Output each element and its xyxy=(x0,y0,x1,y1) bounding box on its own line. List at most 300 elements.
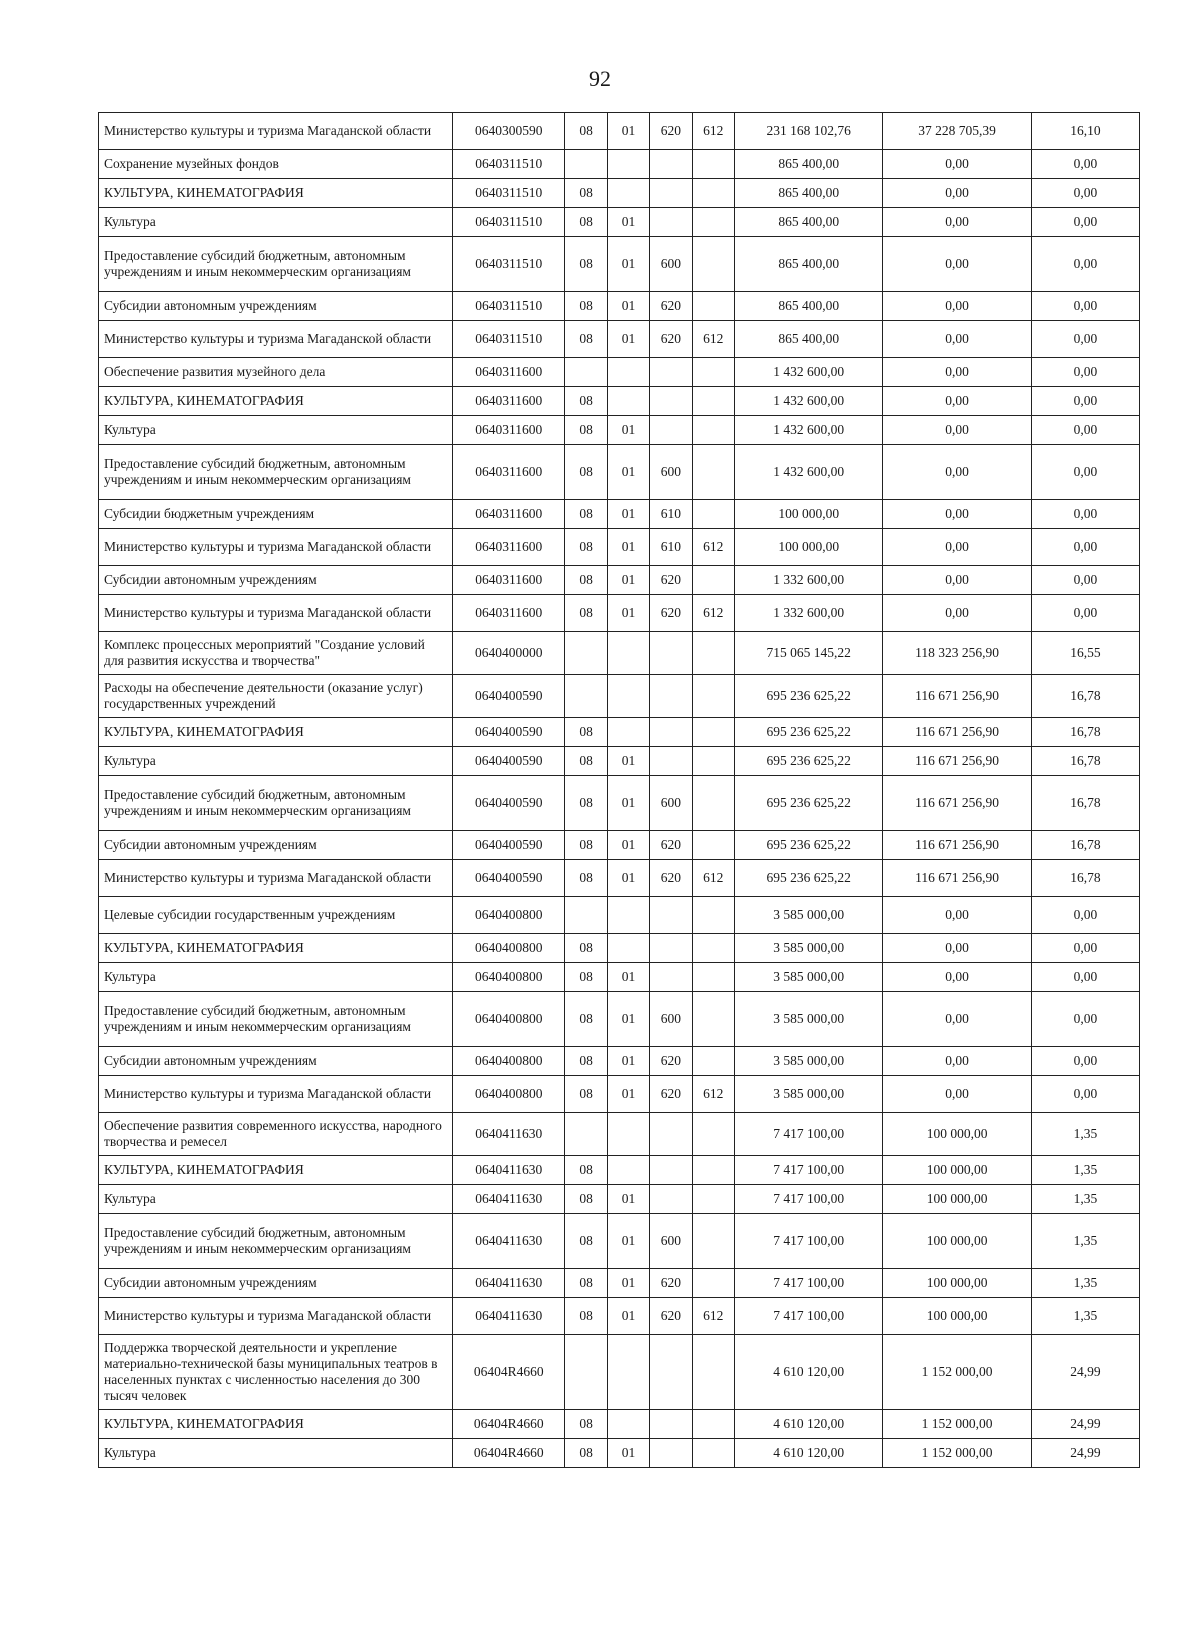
row-percent-cell: 16,78 xyxy=(1031,675,1139,718)
row-subsection-cell: 01 xyxy=(607,1214,649,1269)
row-plan-cell: 4 610 120,00 xyxy=(734,1410,882,1439)
row-code-cell: 0640400590 xyxy=(453,831,565,860)
row-expense-type-cell: 600 xyxy=(650,776,692,831)
row-fact-cell: 100 000,00 xyxy=(883,1185,1031,1214)
row-plan-cell: 3 585 000,00 xyxy=(734,992,882,1047)
row-fact-cell: 0,00 xyxy=(883,387,1031,416)
row-section-cell: 08 xyxy=(565,500,607,529)
row-subsection-cell: 01 xyxy=(607,1298,649,1335)
row-section-cell: 08 xyxy=(565,179,607,208)
row-code-cell: 0640311510 xyxy=(453,237,565,292)
row-subsection-cell: 01 xyxy=(607,113,649,150)
row-fact-cell: 0,00 xyxy=(883,529,1031,566)
table-row xyxy=(99,1439,1140,1468)
row-group-cell xyxy=(692,292,734,321)
row-code-cell: 0640400800 xyxy=(453,1047,565,1076)
row-plan-cell: 1 432 600,00 xyxy=(734,387,882,416)
row-code-cell: 0640311600 xyxy=(453,445,565,500)
row-fact-cell: 0,00 xyxy=(883,566,1031,595)
row-section-cell: 08 xyxy=(565,595,607,632)
row-name-cell: Поддержка творческой деятельности и укрепление материально-технической базы муниципальных театров в населенных пунктах с численностью населения до 300 тысяч человек xyxy=(99,1335,453,1410)
table-row xyxy=(99,1076,1140,1113)
row-code-cell: 0640400800 xyxy=(453,934,565,963)
row-plan-cell: 3 585 000,00 xyxy=(734,963,882,992)
row-code-cell: 0640411630 xyxy=(453,1113,565,1156)
row-plan-cell: 865 400,00 xyxy=(734,321,882,358)
row-percent-cell: 24,99 xyxy=(1031,1439,1139,1468)
table-row xyxy=(99,776,1140,831)
row-plan-cell: 7 417 100,00 xyxy=(734,1185,882,1214)
row-expense-type-cell xyxy=(650,963,692,992)
row-plan-cell: 4 610 120,00 xyxy=(734,1439,882,1468)
row-name-cell: Культура xyxy=(99,1439,453,1468)
row-section-cell: 08 xyxy=(565,718,607,747)
row-fact-cell: 116 671 256,90 xyxy=(883,860,1031,897)
table-row xyxy=(99,179,1140,208)
row-plan-cell: 715 065 145,22 xyxy=(734,632,882,675)
row-plan-cell: 7 417 100,00 xyxy=(734,1113,882,1156)
row-group-cell xyxy=(692,1113,734,1156)
row-name-cell: Культура xyxy=(99,747,453,776)
row-fact-cell: 0,00 xyxy=(883,150,1031,179)
row-subsection-cell: 01 xyxy=(607,1269,649,1298)
row-code-cell: 0640400590 xyxy=(453,747,565,776)
row-code-cell: 0640411630 xyxy=(453,1214,565,1269)
row-name-cell: Целевые субсидии государственным учреждениям xyxy=(99,897,453,934)
row-percent-cell: 1,35 xyxy=(1031,1269,1139,1298)
row-percent-cell: 16,78 xyxy=(1031,718,1139,747)
row-group-cell: 612 xyxy=(692,321,734,358)
row-plan-cell: 7 417 100,00 xyxy=(734,1156,882,1185)
row-group-cell xyxy=(692,237,734,292)
row-plan-cell: 7 417 100,00 xyxy=(734,1298,882,1335)
row-name-cell: Субсидии автономным учреждениям xyxy=(99,292,453,321)
row-plan-cell: 865 400,00 xyxy=(734,150,882,179)
row-plan-cell: 865 400,00 xyxy=(734,208,882,237)
row-code-cell: 06404R4660 xyxy=(453,1335,565,1410)
row-subsection-cell xyxy=(607,934,649,963)
row-percent-cell: 16,55 xyxy=(1031,632,1139,675)
table-row xyxy=(99,529,1140,566)
budget-table xyxy=(98,112,1140,1468)
row-expense-type-cell xyxy=(650,387,692,416)
table-row xyxy=(99,1214,1140,1269)
table-row xyxy=(99,934,1140,963)
row-name-cell: Министерство культуры и туризма Магаданской области xyxy=(99,595,453,632)
row-group-cell xyxy=(692,718,734,747)
row-percent-cell: 0,00 xyxy=(1031,445,1139,500)
row-expense-type-cell: 610 xyxy=(650,500,692,529)
row-section-cell: 08 xyxy=(565,747,607,776)
row-plan-cell: 695 236 625,22 xyxy=(734,747,882,776)
row-code-cell: 0640400000 xyxy=(453,632,565,675)
table-row xyxy=(99,1047,1140,1076)
row-fact-cell: 100 000,00 xyxy=(883,1298,1031,1335)
row-group-cell xyxy=(692,566,734,595)
row-section-cell: 08 xyxy=(565,113,607,150)
row-expense-type-cell xyxy=(650,150,692,179)
row-plan-cell: 1 432 600,00 xyxy=(734,358,882,387)
row-percent-cell: 0,00 xyxy=(1031,992,1139,1047)
row-section-cell xyxy=(565,150,607,179)
row-percent-cell: 16,78 xyxy=(1031,776,1139,831)
row-subsection-cell: 01 xyxy=(607,529,649,566)
row-plan-cell: 100 000,00 xyxy=(734,500,882,529)
row-fact-cell: 1 152 000,00 xyxy=(883,1410,1031,1439)
row-expense-type-cell xyxy=(650,1439,692,1468)
row-code-cell: 0640311510 xyxy=(453,150,565,179)
row-name-cell: КУЛЬТУРА, КИНЕМАТОГРАФИЯ xyxy=(99,179,453,208)
row-code-cell: 0640400800 xyxy=(453,1076,565,1113)
row-group-cell xyxy=(692,1185,734,1214)
row-name-cell: Обеспечение развития музейного дела xyxy=(99,358,453,387)
row-expense-type-cell: 600 xyxy=(650,445,692,500)
row-name-cell: Предоставление субсидий бюджетным, автономным учреждениям и иным некоммерческим организациям xyxy=(99,1214,453,1269)
row-subsection-cell xyxy=(607,897,649,934)
row-percent-cell: 0,00 xyxy=(1031,934,1139,963)
row-group-cell xyxy=(692,1410,734,1439)
row-expense-type-cell: 620 xyxy=(650,292,692,321)
row-code-cell: 0640400800 xyxy=(453,897,565,934)
row-fact-cell: 116 671 256,90 xyxy=(883,831,1031,860)
row-name-cell: Субсидии автономным учреждениям xyxy=(99,1047,453,1076)
row-expense-type-cell xyxy=(650,208,692,237)
row-subsection-cell: 01 xyxy=(607,1185,649,1214)
table-row xyxy=(99,897,1140,934)
row-plan-cell: 865 400,00 xyxy=(734,292,882,321)
row-group-cell xyxy=(692,208,734,237)
table-row xyxy=(99,113,1140,150)
table-row xyxy=(99,150,1140,179)
row-subsection-cell: 01 xyxy=(607,992,649,1047)
row-expense-type-cell xyxy=(650,1156,692,1185)
row-percent-cell: 0,00 xyxy=(1031,237,1139,292)
row-expense-type-cell xyxy=(650,632,692,675)
row-fact-cell: 100 000,00 xyxy=(883,1156,1031,1185)
row-expense-type-cell xyxy=(650,718,692,747)
row-section-cell: 08 xyxy=(565,934,607,963)
row-fact-cell: 0,00 xyxy=(883,208,1031,237)
row-name-cell: КУЛЬТУРА, КИНЕМАТОГРАФИЯ xyxy=(99,718,453,747)
row-plan-cell: 3 585 000,00 xyxy=(734,897,882,934)
row-plan-cell: 7 417 100,00 xyxy=(734,1269,882,1298)
page-number: 92 xyxy=(589,66,611,91)
row-code-cell: 0640311510 xyxy=(453,208,565,237)
row-percent-cell: 0,00 xyxy=(1031,179,1139,208)
row-group-cell xyxy=(692,358,734,387)
row-subsection-cell xyxy=(607,1335,649,1410)
row-code-cell: 0640311600 xyxy=(453,566,565,595)
table-row xyxy=(99,718,1140,747)
row-fact-cell: 116 671 256,90 xyxy=(883,718,1031,747)
row-plan-cell: 695 236 625,22 xyxy=(734,675,882,718)
row-code-cell: 0640400800 xyxy=(453,992,565,1047)
row-group-cell xyxy=(692,831,734,860)
row-group-cell xyxy=(692,150,734,179)
row-percent-cell: 0,00 xyxy=(1031,292,1139,321)
row-name-cell: Сохранение музейных фондов xyxy=(99,150,453,179)
row-section-cell: 08 xyxy=(565,1076,607,1113)
row-section-cell: 08 xyxy=(565,445,607,500)
row-percent-cell: 0,00 xyxy=(1031,1076,1139,1113)
row-percent-cell: 0,00 xyxy=(1031,529,1139,566)
row-percent-cell: 16,10 xyxy=(1031,113,1139,150)
row-subsection-cell: 01 xyxy=(607,208,649,237)
row-expense-type-cell xyxy=(650,1335,692,1410)
row-code-cell: 0640400590 xyxy=(453,718,565,747)
row-percent-cell: 24,99 xyxy=(1031,1410,1139,1439)
row-name-cell: Культура xyxy=(99,1185,453,1214)
row-plan-cell: 1 332 600,00 xyxy=(734,595,882,632)
row-section-cell xyxy=(565,1113,607,1156)
row-code-cell: 06404R4660 xyxy=(453,1439,565,1468)
row-section-cell: 08 xyxy=(565,776,607,831)
row-group-cell xyxy=(692,416,734,445)
row-plan-cell: 695 236 625,22 xyxy=(734,718,882,747)
row-code-cell: 0640311510 xyxy=(453,179,565,208)
row-expense-type-cell xyxy=(650,747,692,776)
table-row xyxy=(99,292,1140,321)
table-row xyxy=(99,831,1140,860)
row-plan-cell: 1 332 600,00 xyxy=(734,566,882,595)
row-expense-type-cell: 620 xyxy=(650,1047,692,1076)
row-group-cell xyxy=(692,1047,734,1076)
row-fact-cell: 116 671 256,90 xyxy=(883,776,1031,831)
row-fact-cell: 1 152 000,00 xyxy=(883,1439,1031,1468)
row-section-cell: 08 xyxy=(565,1298,607,1335)
table-row xyxy=(99,963,1140,992)
row-fact-cell: 0,00 xyxy=(883,1076,1031,1113)
row-group-cell xyxy=(692,963,734,992)
row-code-cell: 0640400590 xyxy=(453,776,565,831)
row-subsection-cell xyxy=(607,675,649,718)
row-section-cell: 08 xyxy=(565,1185,607,1214)
row-name-cell: Культура xyxy=(99,208,453,237)
row-section-cell: 08 xyxy=(565,237,607,292)
row-percent-cell: 0,00 xyxy=(1031,150,1139,179)
table-row xyxy=(99,566,1140,595)
row-name-cell: Министерство культуры и туризма Магаданской области xyxy=(99,1076,453,1113)
row-group-cell: 612 xyxy=(692,113,734,150)
row-section-cell: 08 xyxy=(565,1156,607,1185)
table-row xyxy=(99,1335,1140,1410)
row-percent-cell: 0,00 xyxy=(1031,387,1139,416)
table-row xyxy=(99,747,1140,776)
row-expense-type-cell: 600 xyxy=(650,237,692,292)
row-name-cell: Обеспечение развития современного искусства, народного творчества и ремесел xyxy=(99,1113,453,1156)
row-section-cell xyxy=(565,675,607,718)
row-group-cell: 612 xyxy=(692,860,734,897)
table-row xyxy=(99,1269,1140,1298)
row-subsection-cell xyxy=(607,718,649,747)
row-fact-cell: 100 000,00 xyxy=(883,1269,1031,1298)
table-row xyxy=(99,1298,1140,1335)
row-section-cell: 08 xyxy=(565,566,607,595)
row-section-cell: 08 xyxy=(565,387,607,416)
row-plan-cell: 100 000,00 xyxy=(734,529,882,566)
row-code-cell: 06404R4660 xyxy=(453,1410,565,1439)
table-row xyxy=(99,632,1140,675)
table-row xyxy=(99,992,1140,1047)
row-name-cell: Министерство культуры и туризма Магаданской области xyxy=(99,1298,453,1335)
row-section-cell: 08 xyxy=(565,1439,607,1468)
row-subsection-cell: 01 xyxy=(607,776,649,831)
table-row xyxy=(99,321,1140,358)
row-expense-type-cell: 600 xyxy=(650,992,692,1047)
row-fact-cell: 0,00 xyxy=(883,416,1031,445)
row-subsection-cell: 01 xyxy=(607,500,649,529)
row-fact-cell: 0,00 xyxy=(883,358,1031,387)
row-subsection-cell xyxy=(607,1410,649,1439)
row-name-cell: Культура xyxy=(99,963,453,992)
table-row xyxy=(99,675,1140,718)
row-code-cell: 0640400590 xyxy=(453,860,565,897)
row-name-cell: КУЛЬТУРА, КИНЕМАТОГРАФИЯ xyxy=(99,934,453,963)
row-subsection-cell: 01 xyxy=(607,595,649,632)
row-subsection-cell xyxy=(607,387,649,416)
table-row xyxy=(99,445,1140,500)
row-code-cell: 0640411630 xyxy=(453,1185,565,1214)
row-name-cell: Расходы на обеспечение деятельности (оказание услуг) государственных учреждений xyxy=(99,675,453,718)
row-plan-cell: 3 585 000,00 xyxy=(734,1047,882,1076)
row-section-cell: 08 xyxy=(565,860,607,897)
row-name-cell: КУЛЬТУРА, КИНЕМАТОГРАФИЯ xyxy=(99,1410,453,1439)
row-group-cell xyxy=(692,1269,734,1298)
row-subsection-cell xyxy=(607,1156,649,1185)
row-section-cell: 08 xyxy=(565,416,607,445)
row-expense-type-cell xyxy=(650,358,692,387)
row-plan-cell: 4 610 120,00 xyxy=(734,1335,882,1410)
row-percent-cell: 0,00 xyxy=(1031,595,1139,632)
row-group-cell xyxy=(692,1156,734,1185)
row-section-cell xyxy=(565,358,607,387)
row-expense-type-cell: 620 xyxy=(650,831,692,860)
row-plan-cell: 695 236 625,22 xyxy=(734,831,882,860)
row-fact-cell: 0,00 xyxy=(883,595,1031,632)
row-expense-type-cell: 620 xyxy=(650,1298,692,1335)
row-code-cell: 0640311600 xyxy=(453,416,565,445)
row-plan-cell: 695 236 625,22 xyxy=(734,860,882,897)
row-expense-type-cell: 620 xyxy=(650,1076,692,1113)
row-group-cell xyxy=(692,897,734,934)
row-plan-cell: 7 417 100,00 xyxy=(734,1214,882,1269)
row-section-cell: 08 xyxy=(565,831,607,860)
row-code-cell: 0640311600 xyxy=(453,595,565,632)
row-expense-type-cell xyxy=(650,416,692,445)
row-expense-type-cell: 620 xyxy=(650,1269,692,1298)
row-percent-cell: 16,78 xyxy=(1031,747,1139,776)
table-row xyxy=(99,1410,1140,1439)
row-name-cell: Предоставление субсидий бюджетным, автономным учреждениям и иным некоммерческим организациям xyxy=(99,992,453,1047)
row-name-cell: Предоставление субсидий бюджетным, автономным учреждениям и иным некоммерческим организациям xyxy=(99,237,453,292)
row-section-cell xyxy=(565,897,607,934)
row-percent-cell: 1,35 xyxy=(1031,1185,1139,1214)
row-subsection-cell xyxy=(607,358,649,387)
table-row xyxy=(99,387,1140,416)
row-plan-cell: 3 585 000,00 xyxy=(734,1076,882,1113)
row-percent-cell: 0,00 xyxy=(1031,358,1139,387)
row-expense-type-cell: 620 xyxy=(650,566,692,595)
row-expense-type-cell xyxy=(650,897,692,934)
row-percent-cell: 0,00 xyxy=(1031,500,1139,529)
row-group-cell: 612 xyxy=(692,1076,734,1113)
table-row xyxy=(99,1113,1140,1156)
row-code-cell: 0640400800 xyxy=(453,963,565,992)
row-expense-type-cell xyxy=(650,1113,692,1156)
row-code-cell: 0640311510 xyxy=(453,292,565,321)
row-percent-cell: 0,00 xyxy=(1031,897,1139,934)
row-section-cell xyxy=(565,1335,607,1410)
row-percent-cell: 0,00 xyxy=(1031,416,1139,445)
row-code-cell: 0640411630 xyxy=(453,1298,565,1335)
row-expense-type-cell xyxy=(650,179,692,208)
row-percent-cell: 0,00 xyxy=(1031,1047,1139,1076)
row-group-cell xyxy=(692,934,734,963)
row-subsection-cell: 01 xyxy=(607,237,649,292)
row-section-cell: 08 xyxy=(565,963,607,992)
table-row xyxy=(99,500,1140,529)
row-section-cell: 08 xyxy=(565,208,607,237)
row-fact-cell: 0,00 xyxy=(883,292,1031,321)
row-group-cell xyxy=(692,387,734,416)
row-code-cell: 0640311600 xyxy=(453,529,565,566)
row-plan-cell: 695 236 625,22 xyxy=(734,776,882,831)
row-name-cell: Министерство культуры и туризма Магаданской области xyxy=(99,529,453,566)
row-name-cell: КУЛЬТУРА, КИНЕМАТОГРАФИЯ xyxy=(99,1156,453,1185)
row-fact-cell: 116 671 256,90 xyxy=(883,675,1031,718)
table-row xyxy=(99,860,1140,897)
row-percent-cell: 0,00 xyxy=(1031,321,1139,358)
row-fact-cell: 0,00 xyxy=(883,992,1031,1047)
row-name-cell: Субсидии бюджетным учреждениям xyxy=(99,500,453,529)
row-subsection-cell: 01 xyxy=(607,1047,649,1076)
row-subsection-cell: 01 xyxy=(607,963,649,992)
row-percent-cell: 16,78 xyxy=(1031,831,1139,860)
row-percent-cell: 16,78 xyxy=(1031,860,1139,897)
table-row xyxy=(99,1156,1140,1185)
row-fact-cell: 100 000,00 xyxy=(883,1214,1031,1269)
row-section-cell: 08 xyxy=(565,1047,607,1076)
row-section-cell: 08 xyxy=(565,321,607,358)
row-expense-type-cell: 620 xyxy=(650,113,692,150)
row-fact-cell: 116 671 256,90 xyxy=(883,747,1031,776)
row-name-cell: Комплекс процессных мероприятий "Создание условий для развития искусства и творчества" xyxy=(99,632,453,675)
table-row xyxy=(99,1185,1140,1214)
table-row xyxy=(99,208,1140,237)
row-plan-cell: 865 400,00 xyxy=(734,237,882,292)
row-name-cell: Министерство культуры и туризма Магаданской области xyxy=(99,860,453,897)
row-subsection-cell xyxy=(607,179,649,208)
row-expense-type-cell xyxy=(650,934,692,963)
row-percent-cell: 1,35 xyxy=(1031,1214,1139,1269)
row-subsection-cell xyxy=(607,1113,649,1156)
row-subsection-cell: 01 xyxy=(607,321,649,358)
row-group-cell xyxy=(692,179,734,208)
row-expense-type-cell: 620 xyxy=(650,321,692,358)
row-code-cell: 0640411630 xyxy=(453,1269,565,1298)
row-expense-type-cell: 600 xyxy=(650,1214,692,1269)
table-row xyxy=(99,416,1140,445)
row-percent-cell: 24,99 xyxy=(1031,1335,1139,1410)
row-expense-type-cell xyxy=(650,675,692,718)
row-section-cell: 08 xyxy=(565,292,607,321)
row-group-cell xyxy=(692,445,734,500)
row-code-cell: 0640300590 xyxy=(453,113,565,150)
row-group-cell xyxy=(692,1335,734,1410)
row-subsection-cell: 01 xyxy=(607,747,649,776)
row-section-cell xyxy=(565,632,607,675)
row-fact-cell: 0,00 xyxy=(883,963,1031,992)
